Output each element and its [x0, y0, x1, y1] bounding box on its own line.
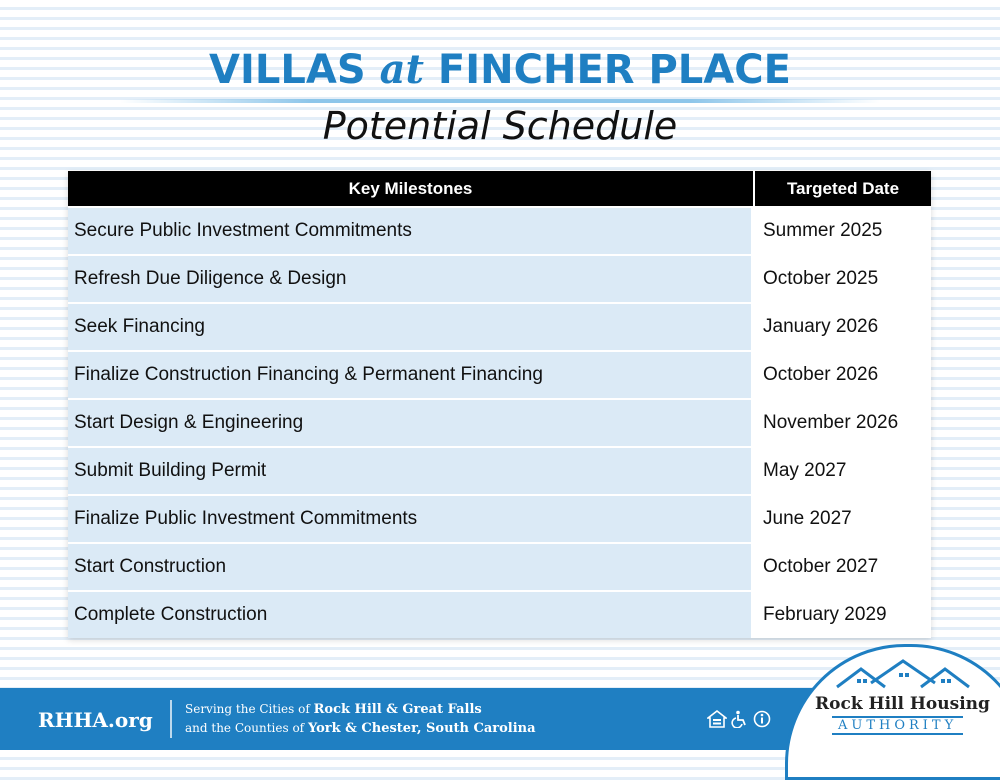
milestone-cell: Start Construction [68, 544, 753, 590]
milestone-cell: Submit Building Permit [68, 448, 753, 494]
page-title [0, 46, 1000, 93]
footer-icons [707, 710, 771, 728]
date-cell: October 2026 [753, 352, 931, 398]
date-cell: February 2029 [753, 592, 931, 638]
milestone-cell: Finalize Construction Financing & Permanent Financing [68, 352, 753, 398]
milestone-cell: Secure Public Investment Commitments [68, 208, 753, 254]
title-part2: FINCHER PLACE [437, 47, 791, 93]
date-cell: January 2026 [753, 304, 931, 350]
date-cell: Summer 2025 [753, 208, 931, 254]
table-row [68, 254, 931, 302]
equal-housing-icon [707, 710, 727, 728]
page-subtitle: Potential Schedule [322, 104, 678, 148]
table-row [68, 206, 931, 254]
table-row [68, 302, 931, 350]
header-targeted-date: Targeted Date [786, 178, 900, 198]
info-icon [753, 710, 771, 728]
footer-service-area: Serving the Cities of Rock Hill & Great Falls and the Counties of York & Chester, South Carolina [185, 702, 536, 736]
table-row [68, 350, 931, 398]
date-cell: June 2027 [753, 496, 931, 542]
date-cell: October 2025 [753, 256, 931, 302]
milestone-cell: Complete Construction [68, 592, 753, 638]
houses-logo-icon [833, 657, 973, 693]
footer-divider [170, 700, 172, 738]
accessibility-icon [731, 710, 749, 728]
title-part1: VILLAS [209, 47, 366, 93]
logo-name: Rock Hill Housing [815, 694, 990, 714]
date-cell: May 2027 [753, 448, 931, 494]
footer-website-link[interactable]: RHHA.org [38, 708, 153, 732]
title-at: at [379, 46, 424, 93]
milestones-table [68, 171, 931, 638]
table-row [68, 446, 931, 494]
table-row [68, 398, 931, 446]
table-row [68, 494, 931, 542]
title-underline [120, 99, 880, 103]
header-key-milestones: Key Milestones [68, 171, 755, 206]
table-row [68, 590, 931, 638]
milestone-cell: Finalize Public Investment Commitments [68, 496, 753, 542]
date-cell: October 2027 [753, 544, 931, 590]
table-row [68, 542, 931, 590]
milestone-cell: Start Design & Engineering [68, 400, 753, 446]
table-header [68, 171, 931, 206]
milestone-cell: Seek Financing [68, 304, 753, 350]
milestone-cell: Refresh Due Diligence & Design [68, 256, 753, 302]
logo-subname: AUTHORITY [832, 716, 963, 735]
date-cell: November 2026 [753, 400, 931, 446]
